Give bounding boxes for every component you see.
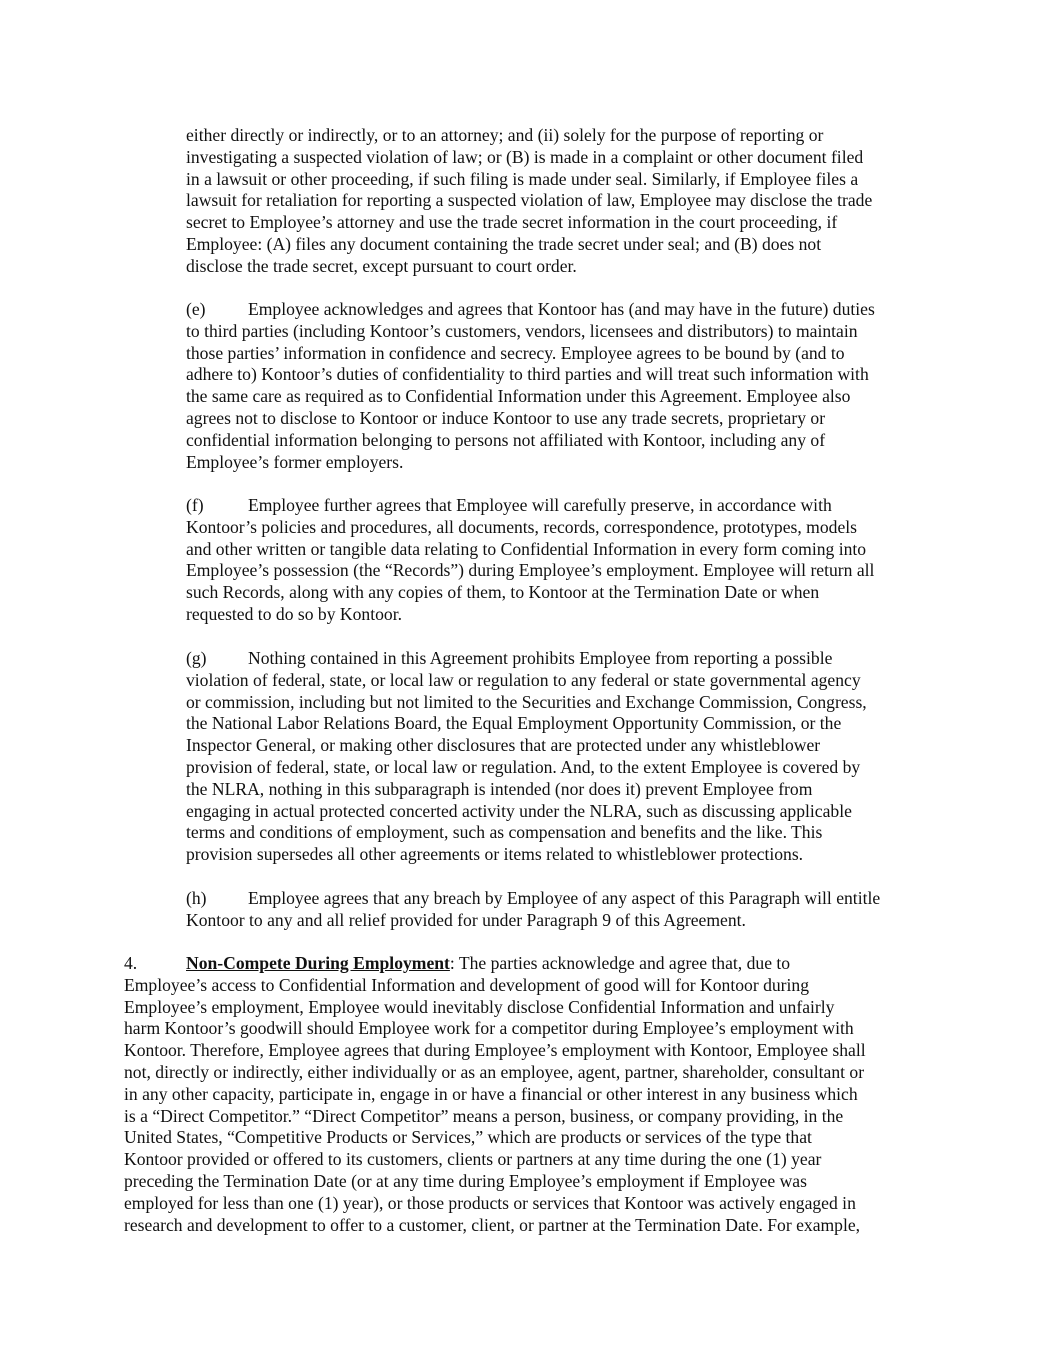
text-line: to third parties (including Kontoor’s customers, vendors, licensees and distributors) to maintain: [186, 320, 858, 341]
section-number: 4.: [124, 953, 138, 973]
text-line: violation of federal, state, or local law or regulation to any federal or state governmental agency: [186, 669, 861, 690]
text-line: lawsuit for retaliation for reporting a suspected violation of law, Employee may disclose the trade: [186, 190, 873, 211]
paragraph-f: [186, 495, 874, 626]
paragraph-label: (e): [186, 299, 206, 319]
text-line: either directly or indirectly, or to an attorney; and (ii) solely for the purpose of reporting or: [186, 125, 824, 145]
text-line: Employee: (A) files any document containing the trade secret under seal; and (B) does not: [186, 233, 822, 254]
section-4-non-compete: [124, 953, 866, 1236]
text-line: preceding the Termination Date (or at any time during Employee’s employment if Employee was: [124, 1170, 807, 1191]
text: Nothing contained in this Agreement prohibits Employee from reporting a possible: [248, 648, 833, 668]
paragraph-first-line: [186, 299, 875, 321]
text-line: agrees not to disclose to Kontoor or induce Kontoor to use any trade secrets, proprietary or: [186, 407, 826, 428]
paragraph-e: [186, 299, 875, 473]
text-line: provision of federal, state, or local law or regulation. And, to the extent Employee is covered by: [186, 756, 861, 777]
text-line: harm Kontoor’s goodwill should Employee work for a competitor during Employee’s employment with: [124, 1018, 854, 1039]
paragraph-first-line: [186, 495, 874, 517]
text-line: Kontoor provided or offered to its customers, clients or partners at any time during the one (1) year: [124, 1149, 822, 1170]
text-line: Employee’s employment, Employee would inevitably disclose Confidential Information and unfairly: [124, 996, 835, 1017]
paragraph-label: (h): [186, 888, 207, 908]
section-heading: Non-Compete During Employment: [186, 953, 450, 973]
text-line: not, directly or indirectly, either individually or as an employee, agent, partner, shareholder, consultant or: [124, 1061, 865, 1082]
paragraph-label: (g): [186, 648, 207, 668]
paragraph-d-continuation: [186, 125, 872, 278]
paragraph-g: [186, 648, 867, 866]
text-line: employed for less than one (1) year), or those products or services that Kontoor was actively engaged in: [124, 1192, 856, 1213]
text-line: Employee’s former employers.: [186, 451, 404, 472]
text-line: adhere to) Kontoor’s duties of confidentiality to third parties and will treat such information with: [186, 364, 869, 385]
text-line: Employee’s access to Confidential Information and development of good will for Kontoor during: [124, 974, 810, 995]
text-line: investigating a suspected violation of law; or (B) is made in a complaint or other document filed: [186, 146, 864, 167]
paragraph-h: [186, 888, 880, 932]
text-line: or commission, including but not limited to the Securities and Exchange Commission, Congress,: [186, 691, 867, 712]
text-line: disclose the trade secret, except pursuant to court order.: [186, 255, 577, 276]
text-line: the National Labor Relations Board, the Equal Employment Opportunity Commission, or the: [186, 713, 842, 734]
text-line: Kontoor. Therefore, Employee agrees that during Employee’s employment with Kontoor, Employee shall: [124, 1040, 866, 1061]
text-line: the NLRA, nothing in this subparagraph is intended (nor does it) prevent Employee from: [186, 778, 813, 799]
section-first-line: [124, 953, 866, 975]
text-line: requested to do so by Kontoor.: [186, 603, 402, 624]
text-line: research and development to offer to a customer, client, or partner at the Termination Date. For example,: [124, 1214, 861, 1235]
paragraph-first-line: [186, 648, 867, 670]
text: Employee agrees that any breach by Employee of any aspect of this Paragraph will entitle: [248, 888, 881, 908]
text-line: such Records, along with any copies of them, to Kontoor at the Termination Date or when: [186, 582, 820, 603]
text-line: Kontoor’s policies and procedures, all documents, records, correspondence, prototypes, models: [186, 516, 857, 537]
text-line: provision supersedes all other agreements or items related to whistleblower protections.: [186, 844, 804, 865]
text-line: United States, “Competitive Products or Services,” which are products or services of the type that: [124, 1127, 812, 1148]
text-line: the same care as required as to Confidential Information under this Agreement. Employee also: [186, 386, 851, 407]
text-line: engaging in actual protected concerted activity under the NLRA, such as discussing applicable: [186, 800, 852, 821]
text-line: Kontoor to any and all relief provided for under Paragraph 9 of this Agreement.: [186, 909, 746, 930]
text-line: those parties’ information in confidence and secrecy. Employee agrees to be bound by (and to: [186, 342, 845, 363]
text-line: terms and conditions of employment, such as compensation and benefits and the like. This: [186, 822, 823, 843]
text-line: in a lawsuit or other proceeding, if such filing is made under seal. Similarly, if Employee files a: [186, 168, 859, 189]
text-line: Inspector General, or making other disclosures that are protected under any whistleblower: [186, 735, 821, 756]
paragraph-first-line: [186, 888, 880, 910]
text-line: in any other capacity, participate in, engage in or have a financial or other interest in any business which: [124, 1083, 858, 1104]
text-line: confidential information belonging to persons not affiliated with Kontoor, including any of: [186, 429, 826, 450]
text-line: secret to Employee’s attorney and use the trade secret information in the court proceeding, if: [186, 212, 838, 233]
text: Employee acknowledges and agrees that Kontoor has (and may have in the future) duties: [248, 299, 875, 319]
text-line: is a “Direct Competitor.” “Direct Competitor” means a person, business, or company providing, in the: [124, 1105, 844, 1126]
text: : The parties acknowledge and agree that, due to: [449, 953, 791, 973]
text-line: and other written or tangible data relating to Confidential Information in every form coming into: [186, 538, 867, 559]
text-line: Employee’s possession (the “Records”) during Employee’s employment. Employee will return all: [186, 560, 875, 581]
paragraph-label: (f): [186, 495, 204, 515]
text: Employee further agrees that Employee will carefully preserve, in accordance with: [248, 495, 832, 515]
